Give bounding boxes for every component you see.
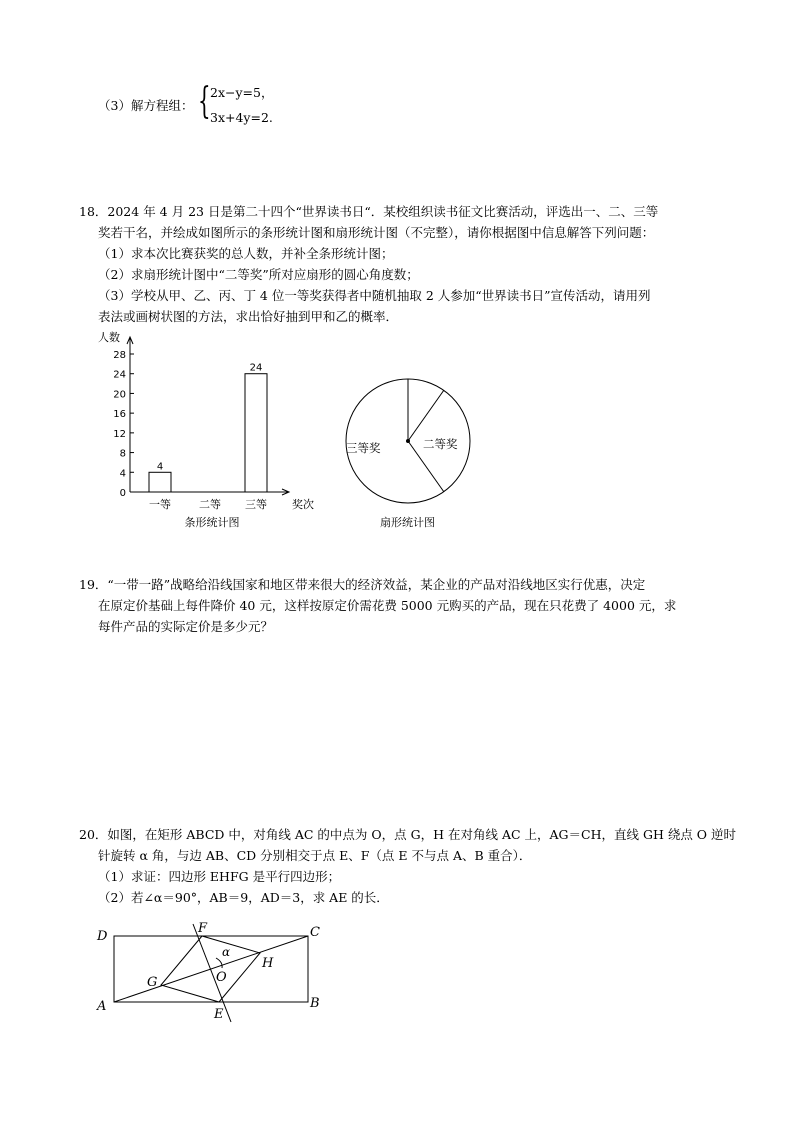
label-D: D <box>97 929 108 944</box>
q19-line-3: 每件产品的实际定价是多少元？ <box>98 619 274 634</box>
y-tick-label: 8 <box>119 448 126 460</box>
pie-divider-first <box>408 390 444 441</box>
bar <box>149 472 171 492</box>
q20-subquestion-1: （1）求证：四边形 EHFG 是平行四边形； <box>98 869 341 884</box>
q20-line-2: 针旋转 α 角，与边 AB、CD 分别相交于点 E、F（点 E 不与点 A、B 重合）． <box>98 848 532 863</box>
y-tick-label: 4 <box>119 468 126 480</box>
q18-subquestion-2: （2）求扇形统计图中“二等奖”所对应扇形的圆心角度数； <box>98 267 419 282</box>
q20-line-1: 20．如图，在矩形 ABCD 中，对角线 AC 的中点为 O，点 G，H 在对角线 AC 上，AG＝CH，直线 GH 绕点 O 逆时 <box>79 827 737 842</box>
q18-subquestion-3-line-2: 表法或画树状图的方法，求出恰好抽到甲和乙的概率． <box>98 309 399 324</box>
rectangle-figure <box>92 918 332 1028</box>
y-tick-label: 12 <box>113 428 126 440</box>
label-A: A <box>97 999 107 1014</box>
x-category-label: 三等 <box>245 498 267 511</box>
q18-subquestion-1: （1）求本次比赛获奖的总人数，并补全条形统计图； <box>98 246 394 261</box>
label-E: E <box>214 1007 224 1022</box>
label-G: G <box>147 975 158 990</box>
q19-line-1: 19．“一带一路”战略给沿线国家和地区带来很大的经济效益，某企业的产品对沿线地区实行优惠，决定 <box>79 577 646 592</box>
q17-label: （3）解方程组： <box>98 98 194 113</box>
label-H: H <box>262 956 274 971</box>
bar-data-label: 24 <box>249 362 263 374</box>
q19-line-2: 在原定价基础上每件降价 40 元，这样按原定价需花费 5000 元购买的产品，现在只花费了 4000 元，求 <box>98 598 677 613</box>
pie-label-second-prize: 二等奖 <box>423 437 458 451</box>
bar-chart-title: 条形统计图 <box>184 516 240 529</box>
q17-equation-1: 2x−y=5， <box>210 85 274 100</box>
q20-subquestion-2: （2）若∠α＝90°，AB＝9，AD＝3，求 AE 的长． <box>98 890 389 905</box>
x-category-label: 二等 <box>199 498 221 511</box>
q17-equation-2: 3x+4y=2. <box>210 110 273 125</box>
y-tick-label: 0 <box>119 488 126 499</box>
q18-stem-line-1: 18．2024 年 4 月 23 日是第二十四个“世界读书日“．某校组织读书征文比赛活动，评选出一、二、三等 <box>79 204 659 219</box>
label-alpha: α <box>222 945 231 959</box>
y-axis-label: 人数 <box>98 331 120 344</box>
label-B: B <box>310 996 320 1011</box>
y-tick-label: 16 <box>113 409 126 421</box>
bar-data-label: 4 <box>156 461 164 473</box>
q18-subquestion-3-line-1: （3）学校从甲、乙、丙、丁 4 位一等奖获得者中随机抽取 2 人参加“世界读书日”宣传活动，请用列 <box>98 288 651 303</box>
bar-chart <box>98 330 328 530</box>
y-tick-label: 24 <box>113 369 126 381</box>
label-O: O <box>216 970 227 985</box>
x-axis-label: 奖次 <box>292 498 314 511</box>
x-category-label: 一等 <box>149 498 171 511</box>
label-C: C <box>310 925 320 940</box>
pie-chart <box>340 378 480 530</box>
y-tick-label: 28 <box>113 350 126 361</box>
pie-label-third-prize: 三等奖 <box>346 441 381 455</box>
diagonal-AC <box>114 936 308 1002</box>
y-tick-label: 20 <box>113 389 126 401</box>
label-F: F <box>198 921 208 936</box>
pie-title: 扇形统计图 <box>380 516 435 529</box>
q18-stem-line-2: 奖若干名，并绘成如图所示的条形统计图和扇形统计图（不完整），请你根据图中信息解答下列问题： <box>98 225 655 240</box>
pie-center-dot <box>406 439 410 443</box>
bar <box>245 374 267 492</box>
system-brace: { <box>198 81 211 122</box>
